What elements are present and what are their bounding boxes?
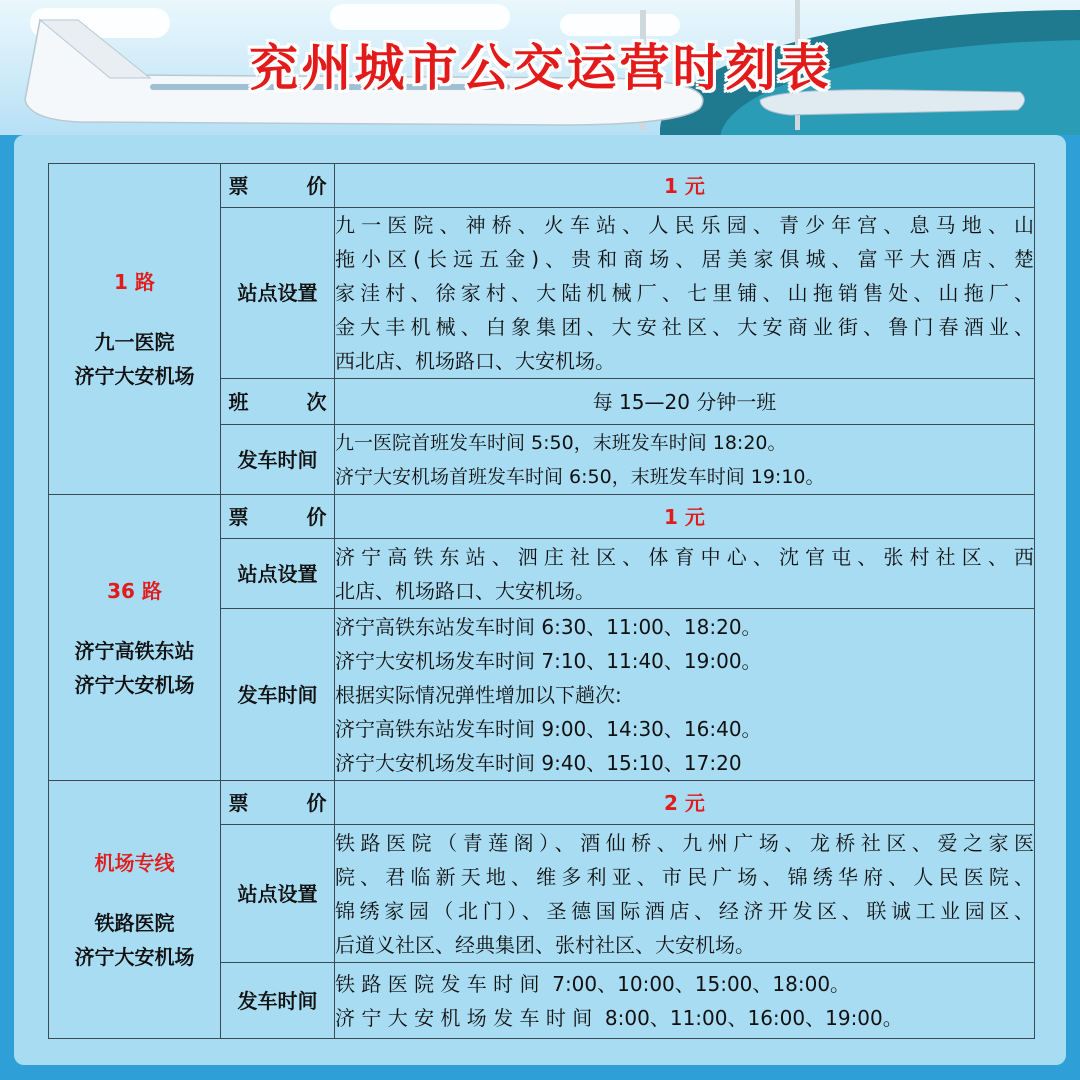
frequency-label: 班 次 <box>221 379 335 425</box>
route-name: 机场专线 <box>94 850 175 875</box>
fare-value: 1 元 <box>335 495 1035 539</box>
route-name: 1 路 <box>114 270 155 294</box>
depart-label: 发车时间 <box>221 425 335 495</box>
fare-value: 1 元 <box>335 164 1035 208</box>
depart-times: 铁 路 医 院 发 车 时 间 7:00、10:00、15:00、18:00。 济 宁 大 安 机 场 发 车 时 间 8:00、11:00、16:00、19:00。 <box>335 963 1035 1039</box>
depart-times: 济宁高铁东站发车时间 6:30、11:00、18:20。 济宁大安机场发车时间 7:10、11:40、19:00。 根据实际情况弹性增加以下趟次: 济宁高铁东站发车时间 9:00、14:30、16:40。 济宁大安机场发车时间 9:40、15:10、17:20 <box>335 609 1035 781</box>
route-start: 九一医院 <box>94 330 175 354</box>
depart-label: 发车时间 <box>221 609 335 781</box>
route-end: 济宁大安机场 <box>74 672 195 697</box>
fare-value: 2 元 <box>335 781 1035 825</box>
header-banner <box>0 0 1080 135</box>
schedule-table <box>48 163 1035 1039</box>
route-start: 铁路医院 <box>94 910 175 935</box>
stops-list: 铁路医院（青莲阁）、酒仙桥、九州广场、龙桥社区、爱之家医 院、君临新天地、维多利亚、市民广场、锦绣华府、人民医院、 锦绣家园（北门）、圣德国际酒店、经济开发区、联诚工业园区、 后道义社区、经典集团、张村社区、大安机场。 <box>335 825 1035 963</box>
table-row <box>49 164 1035 208</box>
stops-label: 站点设置 <box>221 208 335 379</box>
page-title: 兖州城市公交运营时刻表 <box>248 39 832 97</box>
route-cell-36 <box>49 495 221 781</box>
stops-list: 九一医院、神桥、火车站、人民乐园、青少年宫、息马地、山 拖小区(长远五金)、贵和商场、居美家俱城、富平大酒店、楚 家洼村、徐家村、大陆机械厂、七里铺、山拖销售处、山拖厂、 金大丰机械、白象集团、大安社区、大安商业街、鲁门春酒业、 西北店、机场路口、大安机场。 <box>335 208 1035 379</box>
depart-times: 九一医院首班发车时间 5:50，末班发车时间 18:20。 济宁大安机场首班发车时间 6:50，末班发车时间 19:10。 <box>335 425 1035 495</box>
route-end: 济宁大安机场 <box>74 364 195 388</box>
route-start: 济宁高铁东站 <box>74 638 195 663</box>
table-row <box>49 781 1035 825</box>
price-label: 票 价 <box>221 495 335 539</box>
route-name: 36 路 <box>107 578 162 603</box>
stops-label: 站点设置 <box>221 825 335 963</box>
stops-list: 济宁高铁东站、泗庄社区、体育中心、沈官屯、张村社区、西 北店、机场路口、大安机场。 <box>335 539 1035 609</box>
schedule-panel <box>14 135 1066 1065</box>
route-cell-airport <box>49 781 221 1039</box>
stops-label: 站点设置 <box>221 539 335 609</box>
frequency-value: 每 15—20 分钟一班 <box>335 379 1035 425</box>
route-end: 济宁大安机场 <box>74 944 195 969</box>
table-row <box>49 495 1035 539</box>
price-label: 票 价 <box>221 781 335 825</box>
route-cell-1 <box>49 164 221 495</box>
price-label: 票 价 <box>221 164 335 208</box>
depart-label: 发车时间 <box>221 963 335 1039</box>
